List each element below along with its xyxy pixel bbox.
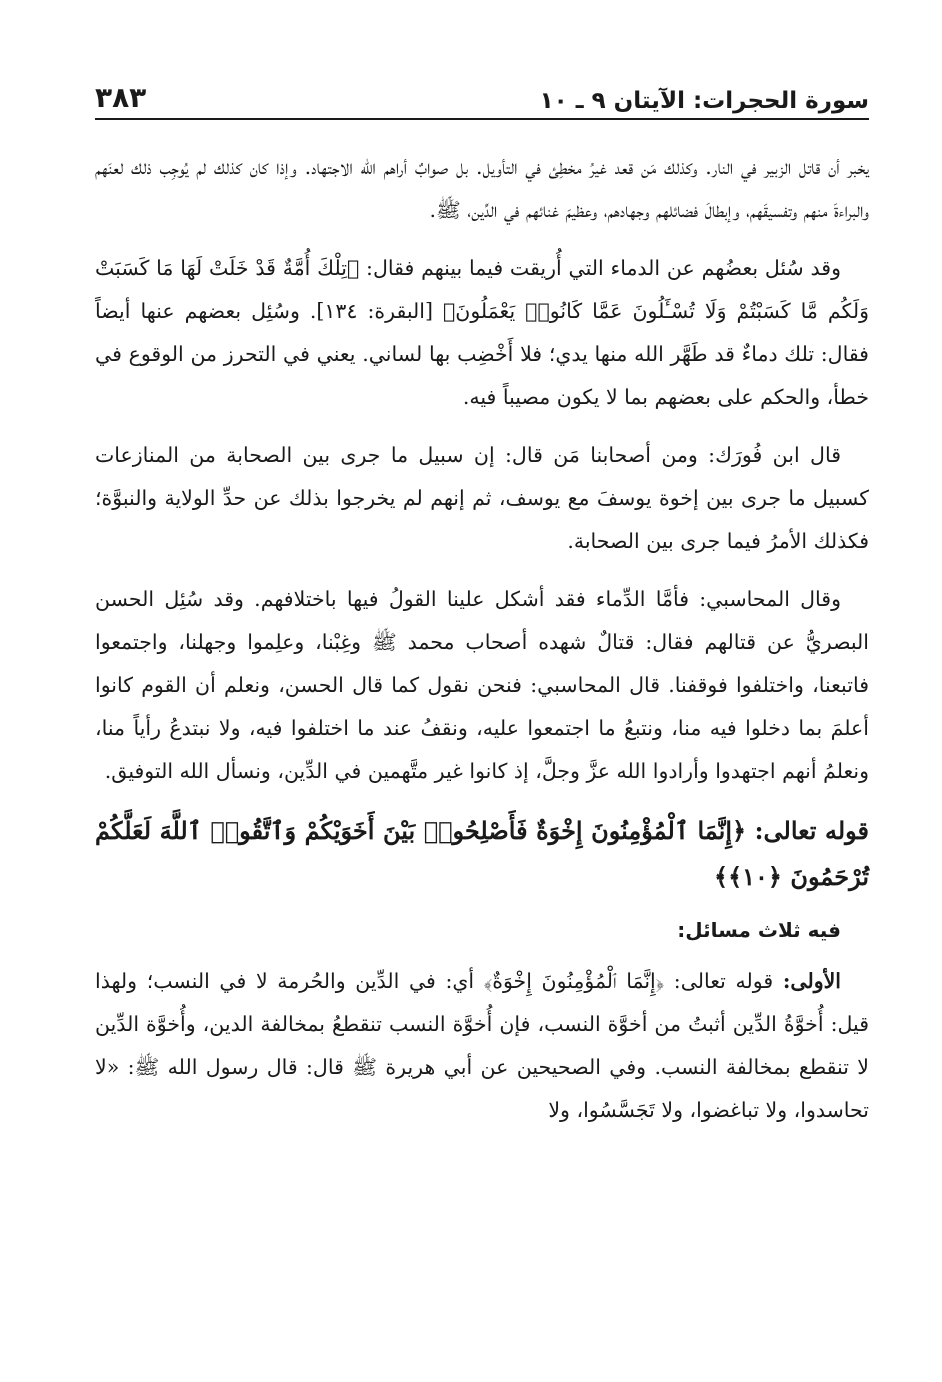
section-title: فيه ثلاث مسائل:: [677, 918, 841, 942]
page-body: [95, 146, 869, 1147]
page-header: [95, 78, 869, 114]
paragraph-5: [95, 960, 869, 1132]
paragraph-1: يخبر أن قاتل الزبير في النار. وكذلك مَن قعد غيرُ مخطِئ في التأويل. بل صوابٌ أراهم الله الاجتهاد. وإذا كان كذلك لم يُوجِب ذلك لعنَهم والبراءةَ منهم وتفسيقَهم، وإبطالَ فضائلهم وجهادهم، وعظيمَ غنائهم في الدِّين، ﷺ.: [95, 155, 869, 222]
header-rule: [95, 118, 869, 120]
verse-text: ﴿إِنَّمَا ٱلْمُؤْمِنُونَ إِخْوَةٌ فَأَصْلِحُوا۟ بَيْنَ أَخَوَيْكُمْ وَٱتَّقُوا۟ ٱللَّهَ لَعَلَّكُمْ تُرْحَمُونَ ﴿١٠﴾﴾: [95, 816, 869, 891]
paragraph-5-text: قوله تعالى: ﴿إِنَّمَا ٱلْمُؤْمِنُونَ إِخْوَةٌ﴾ أي: في الدِّين والحُرمة لا في النسب؛ ولهذا قيل: أُخوَّةُ الدِّين أثبتُ من أخوَّة النسب، فإن أُخوَّة النسب تنقطعُ بمخالفة الدين، وأُخوَّة الدِّين لا تنقطع بمخالفة النسب. وفي الصحيحين عن أبي هريرة ﷺ قال: قال رسول الله ﷺ: «لا تحاسدوا، ولا تباغضوا، ولا تَجَسَّسُوا، ولا: [95, 969, 869, 1122]
paragraph-2: وقد سُئل بعضُهم عن الدماء التي أُريقت فيما بينهم فقال: ﴿تِلْكَ أُمَّةٌ قَدْ خَلَتْ لَهَا مَا كَسَبَتْ وَلَكُم مَّا كَسَبْتُمْ وَلَا تُسْـَٔلُونَ عَمَّا كَانُوا۟ يَعْمَلُونَ﴾ [البقرة: ١٣٤]. وسُئِل بعضهم عنها أيضاً فقال: تلك دماءٌ قد طَهَّر الله منها يدي؛ فلا أَخْضِب بها لساني. يعني في التحرز من الوقوع في خطأ، والحكم على بعضهم بما لا يكون مصيباً فيه.: [95, 256, 869, 409]
page-number: ٣٨٣: [95, 81, 147, 114]
paragraph-lead: الأولى:: [782, 969, 841, 993]
verse-heading: [95, 808, 869, 900]
verse-label: قوله تعالى:: [754, 816, 869, 845]
surah-title: سورة الحجرات: الآيتان ٩ ـ ١٠: [539, 88, 869, 114]
paragraph-4: وقال المحاسبي: فأمَّا الدِّماء فقد أشكل علينا القولُ فيها باختلافهم. وقد سُئِل الحسن البصريُّ عن قتالهم فقال: قتالٌ شهده أصحاب محمد ﷺ وغِبْنا، وعلِموا وجهلنا، واجتمعوا فاتبعنا، واختلفوا فوقفنا. قال المحاسبي: فنحن نقول كما قال الحسن، ونعلم أن القوم كانوا أعلمَ بما دخلوا فيه منا، ونتبعُ ما اجتمعوا عليه، ونقفُ عند ما اختلفوا فيه، ولا نبتدعُ رأياً منا، ونعلمُ أنهم اجتهدوا وأرادوا الله عزَّ وجلَّ، إذ كانوا غير متَّهمين في الدِّين، ونسأل الله التوفيق.: [95, 587, 869, 783]
paragraph-3: قال ابن فُورَك: ومن أصحابنا مَن قال: إن سبيل ما جرى بين الصحابة من المنازعات كسبيل ما جرى بين إخوة يوسفَ مع يوسف، ثم إنهم لم يخرجوا بذلك عن حدِّ الولاية والنبوَّة؛ فكذلك الأمرُ فيما جرى بين الصحابة.: [95, 443, 869, 553]
